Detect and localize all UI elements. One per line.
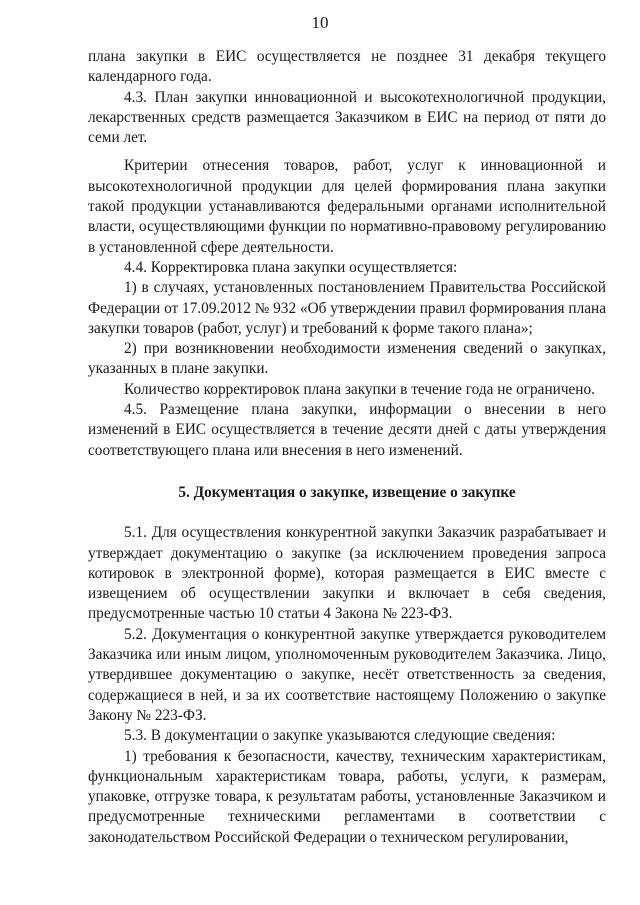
- paragraph-5-3: 5.3. В документации о закупке указываются следующие сведения:: [124, 727, 556, 745]
- paragraph-5-2: 5.2. Документация о конкурентной закупке утверждается руководителем Заказчика или иным лицом, уполномоченным руководителем Заказчика. Лицо, утвердившее документацию о закупке, несёт ответственность за сведения, содержащиеся в ней, и за их соответствие настоящему Положению о закупке Закону № 223-ФЗ.: [88, 625, 606, 724]
- list-item-4-4-1: 1) в случаях, установленных постановлением Правительства Российской Федерации от 17.09.2012 № 932 «Об утверждении правил формирования плана закупки товаров (работ, услуг) и требований к форме такого плана»;: [88, 279, 606, 337]
- document-body: [88, 47, 606, 848]
- paragraph-5-1: 5.1. Для осуществления конкурентной закупки Заказчик разрабатывает и утверждает документацию о закупке (за исключением проведения запроса котировок в электронной форме), которая размещается в ЕИС вместе с извещением об осуществлении закупки и включает в себя сведения, предусмотренные частью 10 статьи 4 Закона № 223-ФЗ.: [88, 524, 606, 623]
- paragraph-criteria: Критерии отнесения товаров, работ, услуг к инновационной и высокотехнологичной продукции для целей формирования плана закупки такой продукции устанавливаются федеральными органами исполнительной власти, осуществляющими функции по нормативно-правовому регулированию в установленной сфере деятельности.: [88, 157, 606, 256]
- section-heading: 5. Документация о закупке, извещение о закупке: [178, 483, 516, 501]
- paragraph-4-5: 4.5. Размещение плана закупки, информации о внесении в него изменений в ЕИС осуществляется в течение десяти дней с даты утверждения соответствующего плана или внесения в него изменений.: [88, 401, 606, 459]
- paragraph-4-4: 4.4. Корректировка плана закупки осуществляется:: [124, 258, 458, 276]
- paragraph-continuation: плана закупки в ЕИС осуществляется не позднее 31 декабря текущего календарного года.: [88, 48, 606, 86]
- list-item-5-3-1: 1) требования к безопасности, качеству, техническим характеристикам, функциональным характеристикам товара, работы, услуги, к размерам, упаковке, отгрузке товара, к результатам работы, установленные Заказчиком и предусмотренные техническими регламентами в соответствии с законодательством Российской Федерации о техническом регулировании,: [88, 747, 606, 846]
- paragraph-4-3: 4.3. План закупки инновационной и высокотехнологичной продукции, лекарственных средств размещается Заказчиком в ЕИС на период от пяти до семи лет.: [88, 88, 606, 147]
- paragraph-corrections-count: Количество корректировок плана закупки в течение года не ограничено.: [124, 380, 595, 398]
- list-item-4-4-2: 2) при возникновении необходимости изменения сведений о закупках, указанных в плане закупки.: [88, 340, 606, 378]
- page-number: 10: [311, 13, 329, 32]
